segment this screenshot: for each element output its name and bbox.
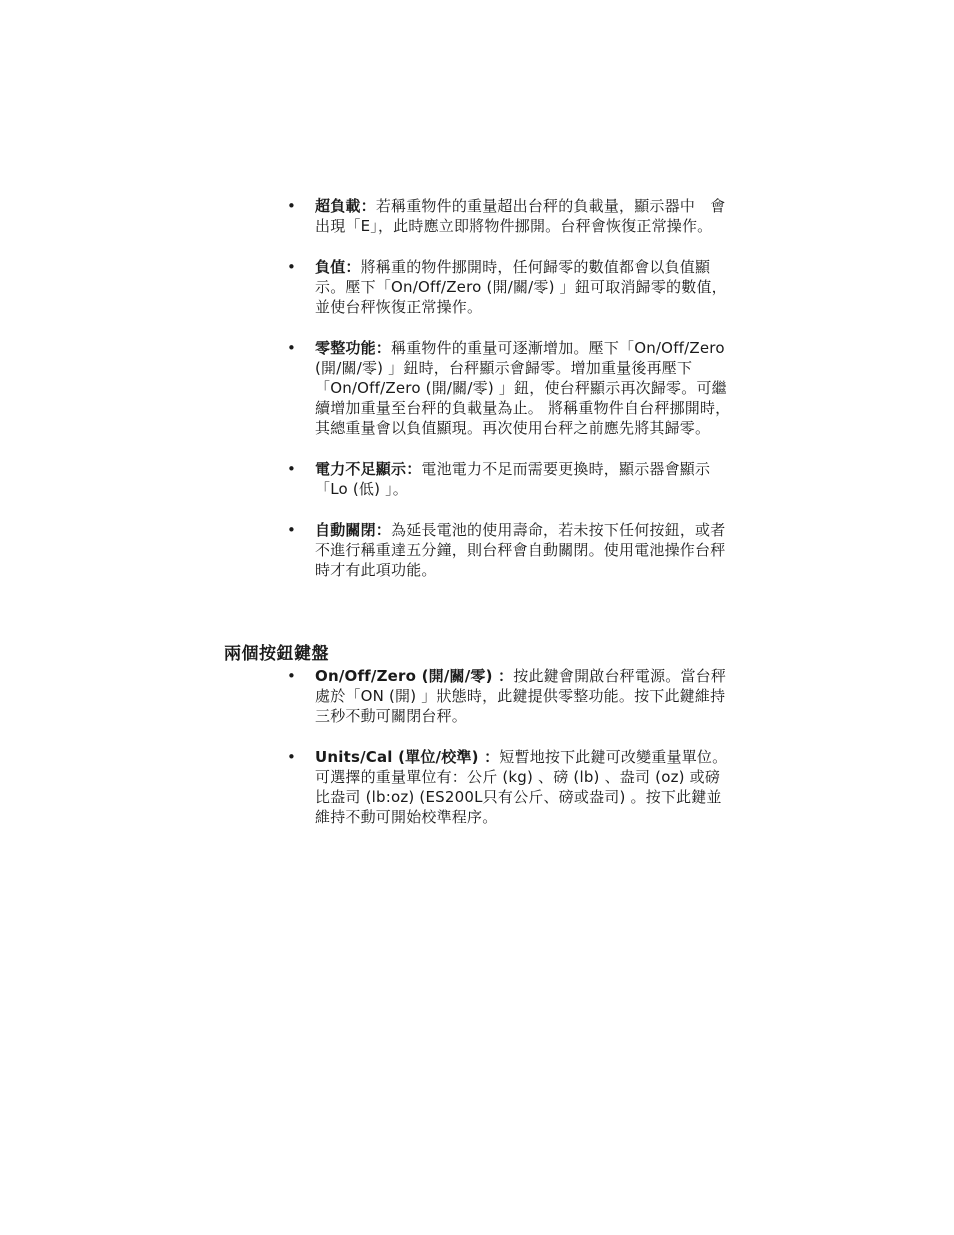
- item-term: 負值：: [315, 258, 361, 276]
- item-term: Units/Cal (單位/校準) ：: [315, 748, 500, 766]
- item-term: 零整功能：: [315, 339, 392, 357]
- bullet: •: [287, 197, 297, 215]
- item-term: 自動關閉：: [315, 521, 392, 539]
- list-item-auto-off: [287, 520, 735, 580]
- bullet: •: [287, 521, 297, 539]
- bullet: •: [287, 460, 297, 478]
- item-term: 超負載：: [315, 197, 376, 215]
- bullet: •: [287, 667, 297, 685]
- list-item-low-battery: [287, 459, 735, 499]
- item-term: On/Off/Zero (開/關/零) ：: [315, 667, 514, 685]
- bullet: •: [287, 339, 297, 357]
- item-term: 電力不足顯示：: [315, 460, 422, 478]
- list-item-overload: [287, 196, 735, 236]
- bullet: •: [287, 258, 297, 276]
- item-text: 若稱重物件的重量超出台秤的負載量，顯示器中 會出現「E」，此時應立即將物件挪開。台秤會恢復正常操作。: [315, 197, 726, 235]
- item-text: 為延長電池的使用壽命，若未按下任何按鈕，或者不進行稱重達五分鐘，則台秤會自動關閉。使用電池操作台秤時才有此項功能。: [315, 521, 726, 579]
- bullet: •: [287, 748, 297, 766]
- item-text: 短暫地按下此鍵可改變重量單位。可選擇的重量單位有：公斤 (kg) 、磅 (lb) 、盎司 (oz) 或磅比盎司 (lb:oz) (ES200L只有公斤、磅或盎司) 。按下此鍵並維持不動可開始校準程序。: [315, 748, 728, 826]
- item-text: 稱重物件的重量可逐漸增加。壓下「On/Off/Zero (開/關/零) 」鈕時，台秤顯示會歸零。增加重量後再壓下「On/Off/Zero (開/關/零) 」鈕，使台秤顯示再次歸零。可繼續增加重量至台秤的負載量為止。 將稱重物件自台秤挪開時，其總重量會以負值顯現。再次使用台秤之前應先將其歸零。: [315, 339, 731, 437]
- item-text: 將稱重的物件挪開時，任何歸零的數值都會以負值顯示。壓下「On/Off/Zero (開/關/零) 」鈕可取消歸零的數值，並使台秤恢復正常操作。: [315, 258, 727, 316]
- list-item-units-cal: [287, 747, 735, 827]
- feature-list: [287, 196, 735, 601]
- list-item-on-off-zero: [287, 666, 735, 726]
- list-item-negative: [287, 257, 735, 317]
- keypad-list: [287, 666, 735, 848]
- item-text: 按此鍵會開啟台秤電源。當台秤處於「ON (開) 」狀態時，此鍵提供零整功能。按下此鍵維持三秒不動可關閉台秤。: [315, 667, 727, 725]
- section-heading: 兩個按鈕鍵盤: [224, 644, 329, 664]
- list-item-tare: [287, 338, 735, 438]
- item-text: 電池電力不足而需要更換時，顯示器會顯示「Lo (低) 」。: [315, 460, 711, 498]
